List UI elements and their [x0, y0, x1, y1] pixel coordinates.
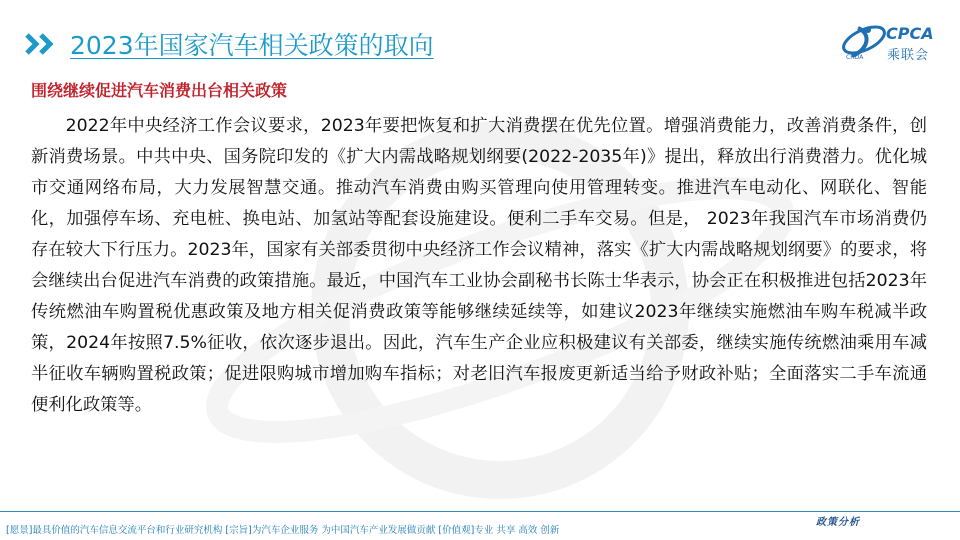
logo-small-text: CHDA	[846, 54, 864, 61]
footer-slogan: [愿景]最具价值的汽车信息交流平台和行业研究机构 [宗旨]为汽车企业服务 为中国汽车产业发展做贡献 [价值观]专业 共享 高效 创新	[6, 525, 560, 536]
body-paragraph: 2022年中央经济工作会议要求，2023年要把恢复和扩大消费摆在优先位置。增强消费能力，改善消费条件，创新消费场景。中共中央、国务院印发的《扩大内需战略规划纲要(2022-2035年)》提出，释放出行消费潜力。优化城市交通网络布局，大力发展智慧交通。推动汽车消费由购买管理向使用管理转变。推进汽车电动化、网联化、智能化，加强停车场、充电桩、换电站、加氢站等配套设施建设。便利二手车交易。但是， 2023年我国汽车市场消费仍存在较大下行压力。2023年，国家有关部委贯彻中央经济工作会议精神，落实《扩大内需战略规划纲要》的要求，将会继续出台促进汽车消费的政策措施。最近，中国汽车工业协会副秘书长陈士华表示，协会正在积极推进包括2023年传统燃油车购置税优惠政策及地方相关促消费政策等能够继续延续等，如建议2023年继续实施燃油车购车税减半政策，2024年按照7.5%征收，依次逐步退出。因此，汽车生产企业应积极建议有关部委，继续实施传统燃油乘用车减半征收车辆购置税政策；促进限购城市增加购车指标；对老旧汽车报废更新适当给予财政补贴；全面落实二手车流通便利化政策等。	[31, 116, 927, 415]
section-heading: 围绕继续促进汽车消费出台相关政策	[31, 81, 288, 100]
logo-wordmark: CPCA	[886, 24, 934, 43]
double-chevron-icon	[24, 32, 60, 56]
footer-section-tag: 政策分析	[816, 517, 860, 528]
logo-chinese-name: 乘联会	[887, 48, 930, 63]
title-bar	[24, 26, 434, 62]
footer-divider	[0, 511, 960, 512]
page-title: 2023年国家汽车相关政策的取向	[70, 31, 434, 60]
